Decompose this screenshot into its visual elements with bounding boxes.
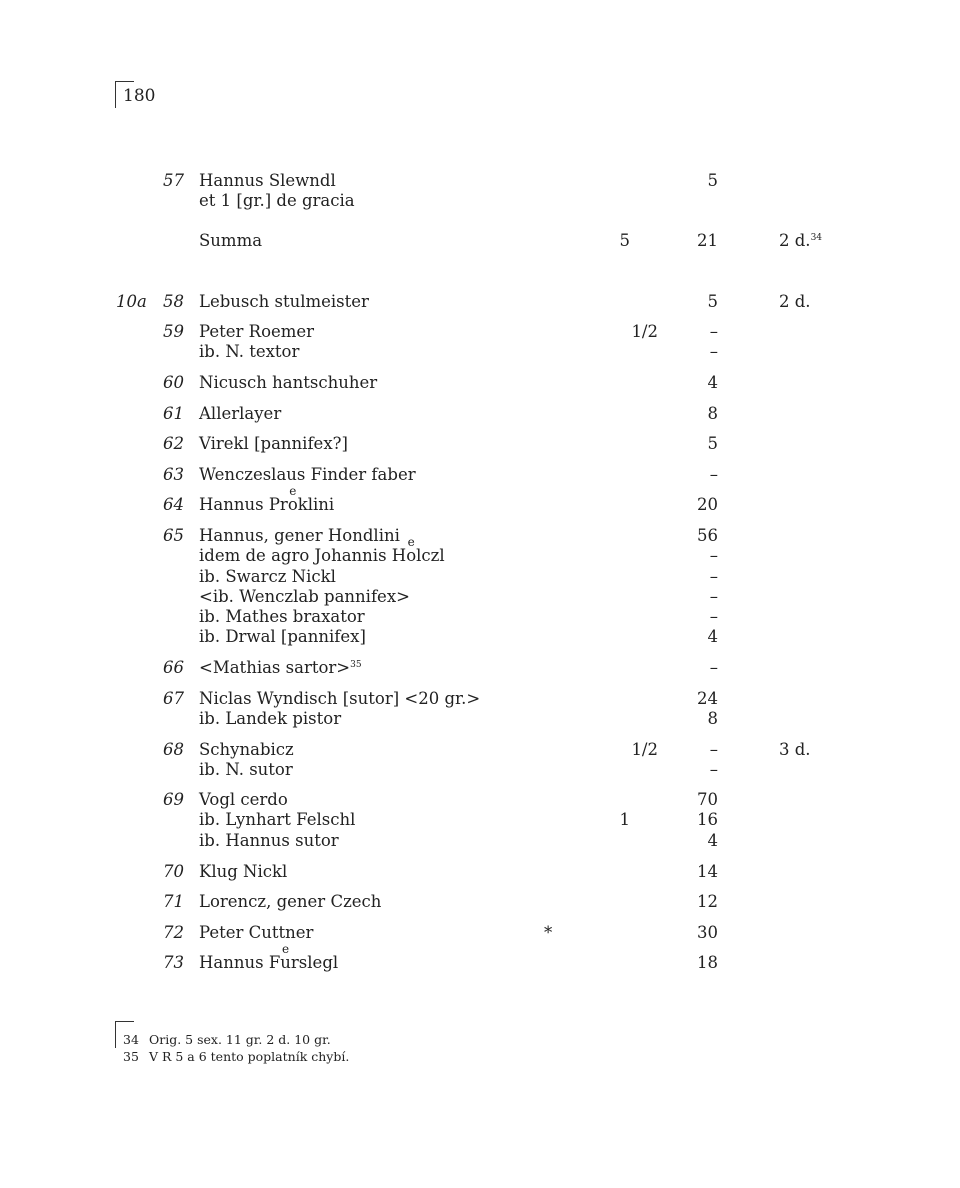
footnote-text: Orig. 5 sex. 11 gr. 2 d. 10 gr.: [149, 1032, 331, 1047]
entry-number: 60: [163, 373, 184, 392]
amount: 70: [697, 790, 718, 809]
entry-line: Hannus Slewndl: [199, 171, 336, 190]
entry-line: et 1 [gr.] de gracia: [199, 191, 355, 211]
asterisk-mark: *: [544, 923, 553, 942]
amount: –: [709, 760, 718, 780]
amount: 4: [707, 830, 718, 850]
superscript-letter: [280, 942, 291, 973]
amount: 56: [697, 526, 718, 545]
entry-line: Peter Cuttner: [199, 923, 314, 942]
entry-number: 65: [163, 526, 184, 545]
denarii: 3 d.: [779, 740, 811, 759]
entry-number: 69: [163, 790, 184, 809]
entry-line: ib. Mathes braxator: [199, 607, 365, 627]
amount: 12: [697, 892, 718, 911]
fraction: 1/2: [631, 322, 658, 341]
amount: –: [709, 342, 718, 362]
name-part: o: [406, 546, 417, 566]
amount: 20: [697, 495, 718, 514]
sex-amount: 1: [619, 810, 630, 830]
summa-d: [779, 231, 822, 251]
entry-number: 72: [163, 923, 184, 942]
summa-sex: 5: [619, 231, 630, 250]
entry-number: 61: [163, 404, 184, 423]
amount: 4: [707, 627, 718, 647]
summa-d-value: 2 d.: [779, 231, 811, 250]
entry-number: 66: [163, 658, 184, 677]
amount: 4: [707, 373, 718, 392]
folio-number: 10a: [116, 292, 147, 311]
amount: 8: [707, 404, 718, 423]
amount: –: [709, 658, 718, 677]
amount: 5: [707, 292, 718, 311]
amount: –: [709, 740, 718, 759]
name-part: klini: [297, 495, 335, 514]
entry-line: Schynabicz: [199, 740, 294, 759]
name-part: Hannus F: [199, 953, 281, 972]
footnote-ref: 34: [810, 233, 823, 243]
entry-line: Klug Nickl: [199, 862, 288, 881]
amount: 5: [707, 434, 718, 453]
entry-number: 58: [163, 292, 184, 311]
entry-line: [199, 942, 559, 973]
name-part: rslegl: [290, 953, 339, 972]
overlay-mark: e: [282, 942, 290, 956]
amount: 24: [697, 689, 718, 708]
name-part: u: [280, 953, 291, 972]
entry-line: Vogl cerdo: [199, 790, 288, 809]
entry-line: [199, 658, 559, 678]
entry-number: 68: [163, 740, 184, 759]
amount: 18: [697, 953, 718, 972]
entry-line: [199, 484, 559, 515]
spacer: [600, 790, 630, 810]
amount: 5: [707, 171, 718, 190]
overlay-mark: e: [289, 484, 297, 498]
entry-line: Peter Roemer: [199, 322, 315, 341]
amount: –: [709, 546, 718, 566]
name-part: idem de agro Johannis H: [199, 546, 407, 566]
summa-gr: 21: [697, 231, 718, 250]
amount: –: [709, 465, 718, 484]
footnote-number: 34: [123, 1032, 139, 1047]
entry-line: Allerlayer: [199, 404, 282, 423]
amount: –: [709, 607, 718, 627]
denarii: 2 d.: [779, 292, 811, 311]
entry-number: 57: [163, 171, 184, 190]
amount: 8: [707, 709, 718, 729]
footnote-ref: 35: [350, 660, 362, 670]
entry-number: 71: [163, 892, 184, 911]
amount: 14: [697, 862, 718, 881]
entry-line: Lorencz, gener Czech: [199, 892, 382, 911]
entry-number: 70: [163, 862, 184, 881]
entry-number: 63: [163, 465, 184, 484]
entry-number: 73: [163, 953, 184, 972]
entry-number: 62: [163, 434, 184, 453]
entry-line: Virekl [pannifex?]: [199, 434, 348, 453]
entry-line: ib. N. textor: [199, 342, 300, 362]
entry-line: Wenczeslaus Finder faber: [199, 465, 416, 484]
entry-number: 59: [163, 322, 184, 341]
amount: –: [709, 322, 718, 341]
entry-line: Lebusch stulmeister: [199, 292, 369, 311]
fraction: 1/2: [631, 740, 658, 759]
entry-line: ib. Drwal [pannifex]: [199, 627, 366, 647]
entry-line: ib. Hannus sutor: [199, 830, 339, 850]
name-part: o: [287, 495, 298, 514]
name-part: lczl: [416, 546, 445, 566]
entry-line: <ib. Wenczlab pannifex>: [199, 586, 410, 606]
entry-line: ib. Landek pistor: [199, 709, 342, 729]
amount: –: [709, 566, 718, 586]
summa-label: Summa: [199, 231, 263, 250]
entry-number: 67: [163, 689, 184, 708]
entry-names: [199, 171, 559, 212]
superscript-letter: [406, 535, 417, 566]
footnote-text: V R 5 a 6 tento poplatník chybí.: [149, 1049, 350, 1064]
page-number: 180: [123, 86, 156, 106]
amount-column: [688, 171, 718, 191]
overlay-mark: e: [407, 535, 415, 550]
amount: 30: [697, 923, 718, 942]
entry-line: Nicusch hantschuher: [199, 373, 378, 392]
entry-line: Hannus, gener Hondlini: [199, 526, 400, 545]
entry-number: 64: [163, 495, 184, 514]
entry-line: ib. Swarcz Nickl: [199, 566, 336, 586]
entry-line: Niclas Wyndisch [sutor] <20 gr.>: [199, 689, 481, 708]
footnote-number: 35: [123, 1049, 139, 1064]
name-part: Hannus Pr: [199, 495, 288, 514]
amount: –: [709, 586, 718, 606]
entry-line: ib. Lynhart Felschl: [199, 810, 356, 830]
amount: 16: [697, 810, 718, 830]
entry-line: ib. N. sutor: [199, 760, 293, 780]
superscript-letter: [287, 484, 298, 515]
name-part: <Mathias sartor>: [199, 658, 351, 677]
